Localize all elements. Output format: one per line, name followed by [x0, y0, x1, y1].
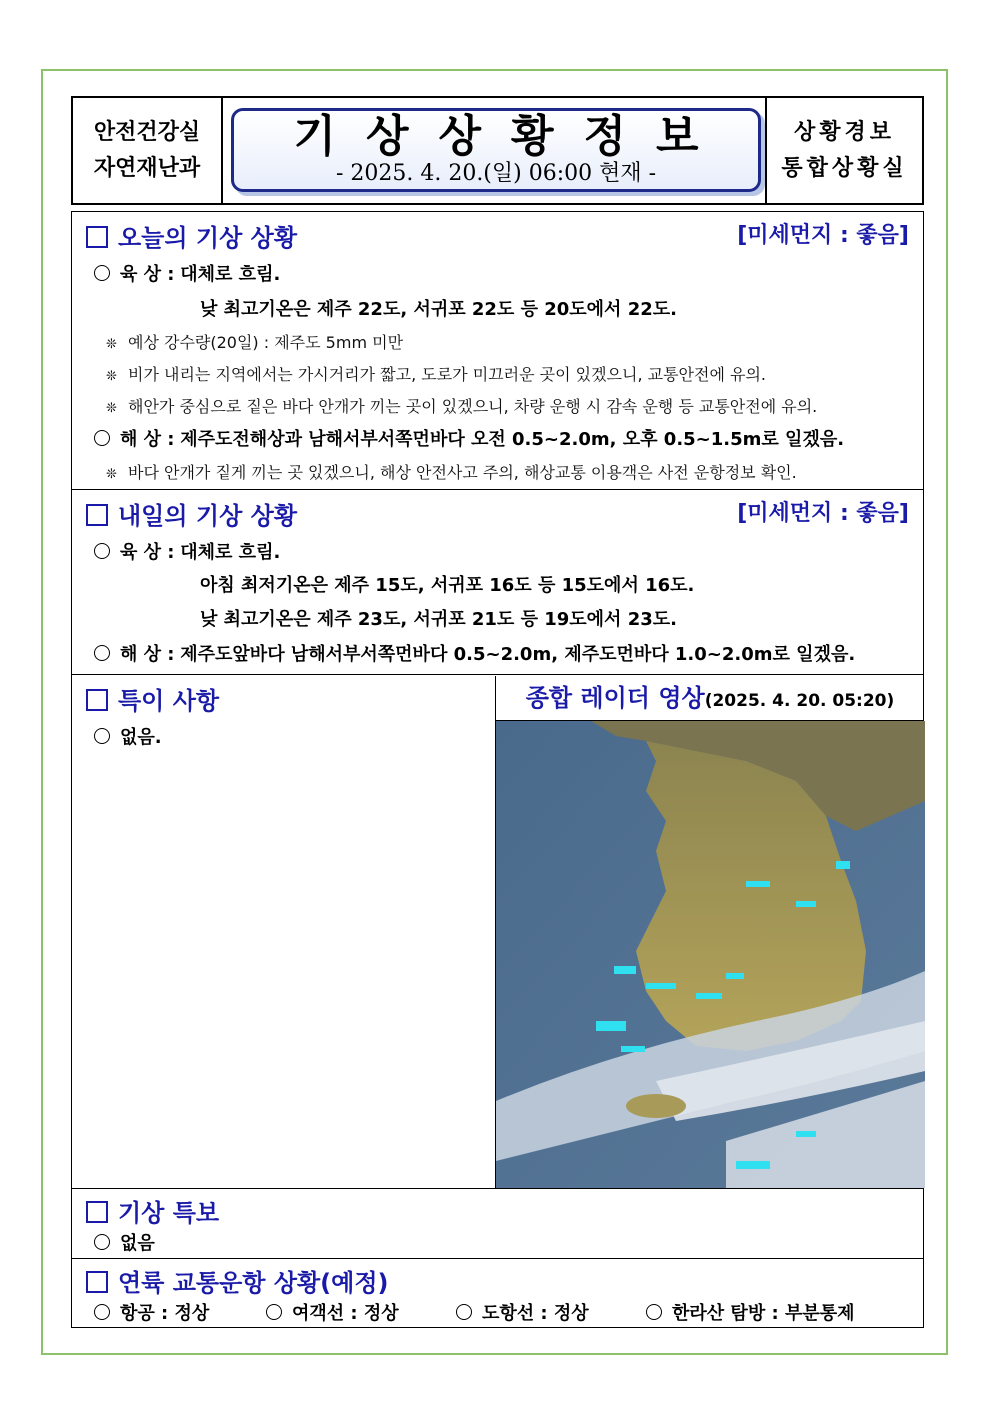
office-line1: 상황경보 — [793, 119, 895, 145]
circle-bullet-icon — [94, 645, 110, 661]
tomorrow-land-line: 육 상 : 대체로 흐림. — [94, 538, 280, 564]
warning-section — [71, 1188, 924, 1259]
asterisk-icon: ❊ — [106, 401, 117, 416]
tomorrow-high-temp: 낮 최고기온은 제주 23도, 서귀포 21도 등 19도에서 23도. — [200, 609, 677, 630]
traffic-item-hallasan: 한라산 탐방 : 부분통제 — [646, 1299, 855, 1325]
circle-bullet-icon — [94, 543, 110, 559]
circle-bullet-icon — [94, 1234, 110, 1250]
circle-bullet-icon — [94, 265, 110, 281]
checkbox-icon — [86, 226, 108, 248]
special-item: 없음. — [94, 723, 162, 749]
circle-bullet-icon — [94, 430, 110, 446]
traffic-item-air: 항공 : 정상 — [94, 1299, 209, 1325]
tomorrow-dust-status: [미세먼지 : 좋음] — [737, 501, 909, 526]
warning-title: 기상 특보 — [86, 1193, 219, 1228]
today-sea-line: 해 상 : 제주도전해상과 남해서부서쪽먼바다 오전 0.5~2.0m, 오후 0.5~1.5m로 일겠음. — [94, 425, 844, 451]
title-banner — [231, 108, 761, 192]
traffic-item-island-ferry: 도항선 : 정상 — [456, 1299, 589, 1325]
circle-bullet-icon — [94, 728, 110, 744]
today-section — [71, 211, 924, 490]
circle-bullet-icon — [266, 1304, 282, 1320]
today-land-temp: 낮 최고기온은 제주 22도, 서귀포 22도 등 20도에서 22도. — [200, 299, 677, 320]
checkbox-icon — [86, 689, 108, 711]
warning-item: 없음 — [94, 1229, 155, 1255]
today-note-1: ❊ 예상 강수량(20일) : 제주도 5mm 미만 — [106, 333, 404, 352]
checkbox-icon — [86, 1201, 108, 1223]
traffic-item-ferry: 여객선 : 정상 — [266, 1299, 399, 1325]
asterisk-icon: ❊ — [106, 467, 117, 482]
today-land-line: 육 상 : 대체로 흐림. — [94, 260, 280, 286]
radar-image — [495, 721, 925, 1188]
circle-bullet-icon — [646, 1304, 662, 1320]
department-line2: 자연재난과 — [93, 155, 201, 181]
today-note-3: ❊ 해안가 중심으로 짙은 바다 안개가 끼는 곳이 있겠으니, 차량 운행 시 감속 운행 등 교통안전에 유의. — [106, 397, 818, 416]
page-title: 기상상황정보 — [293, 111, 729, 162]
checkbox-icon — [86, 504, 108, 526]
circle-bullet-icon — [94, 1304, 110, 1320]
checkbox-icon — [86, 1271, 108, 1293]
tomorrow-title: 내일의 기상 상황 — [86, 496, 297, 531]
radar-datetime: (2025. 4. 20. 05:20) — [704, 691, 895, 711]
department-line1: 안전건강실 — [93, 119, 201, 145]
today-sea-note: ❊ 바다 안개가 짙게 끼는 곳 있겠으니, 해상 안전사고 주의, 해상교통 이용객은 사전 운항정보 확인. — [106, 463, 797, 482]
office-label — [765, 98, 922, 203]
today-dust-status: [미세먼지 : 좋음] — [737, 223, 909, 248]
circle-bullet-icon — [456, 1304, 472, 1320]
report-datetime: - 2025. 4. 20.(일) 06:00 현재 - — [335, 161, 657, 186]
asterisk-icon: ❊ — [106, 369, 117, 384]
traffic-title: 연륙 교통운항 상황(예정) — [86, 1263, 389, 1298]
asterisk-icon: ❊ — [106, 337, 117, 352]
tomorrow-section — [71, 489, 924, 675]
today-note-2: ❊ 비가 내리는 지역에서는 가시거리가 짧고, 도로가 미끄러운 곳이 있겠으니, 교통안전에 유의. — [106, 365, 766, 384]
today-title: 오늘의 기상 상황 — [86, 218, 297, 253]
department-label — [73, 98, 223, 203]
traffic-section — [71, 1258, 924, 1328]
radar-title: 종합 레이더 영상(2025. 4. 20. 05:20) — [495, 676, 924, 721]
tomorrow-low-temp: 아침 최저기온은 제주 15도, 서귀포 16도 등 15도에서 16도. — [200, 575, 695, 596]
document-header — [71, 96, 924, 205]
office-line2: 통합상황실 — [781, 155, 908, 181]
special-title: 특이 사항 — [86, 681, 219, 716]
tomorrow-sea-line: 해 상 : 제주도앞바다 남해서부서쪽먼바다 0.5~2.0m, 제주도먼바다 1.0~2.0m로 일겠음. — [94, 640, 855, 666]
